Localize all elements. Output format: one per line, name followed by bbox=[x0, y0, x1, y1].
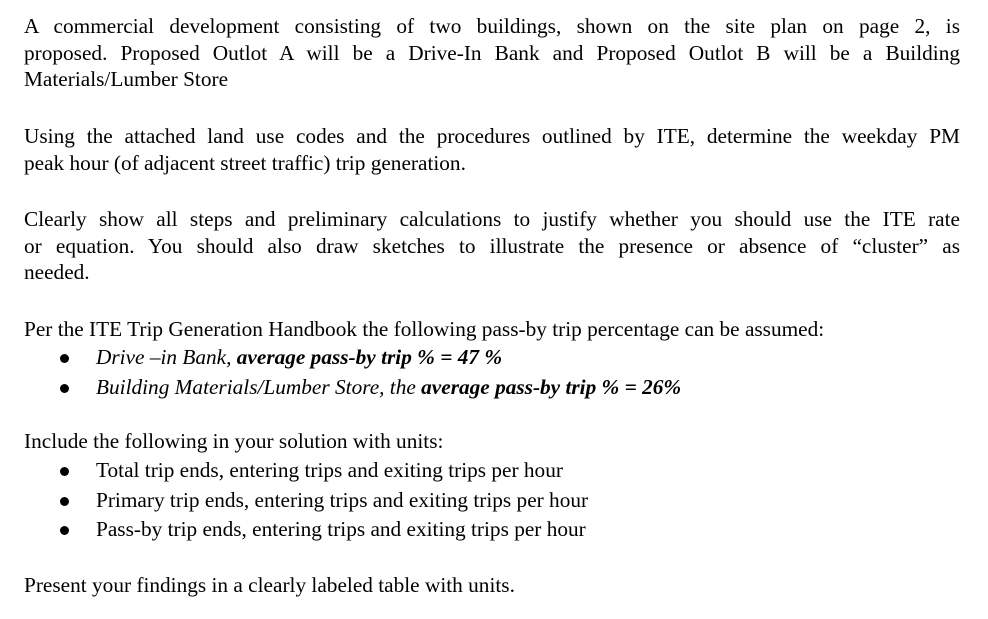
paragraph-passby-intro bbox=[24, 316, 960, 343]
metric-label: average pass-by trip bbox=[236, 345, 412, 369]
bullet-icon bbox=[60, 384, 69, 393]
bullet-icon bbox=[60, 354, 69, 363]
text-line: peak hour (of adjacent street traffic) trip generation. bbox=[24, 150, 466, 175]
list-item-text: Primary trip ends, entering trips and exiting trips per hour bbox=[96, 487, 589, 512]
text-line: A commercial development consisting of two buildings, shown on the site plan on page 2, is bbox=[24, 14, 960, 38]
text-line: Materials/Lumber Store bbox=[24, 67, 229, 91]
list-item bbox=[0, 456, 960, 486]
text-line: proposed. Proposed Outlot A will be a Drive-In Bank and Proposed Outlot B will be a Building bbox=[24, 40, 960, 65]
text-line: Include the following in your solution with units: bbox=[24, 429, 444, 453]
metric-value: % = 47 % bbox=[411, 345, 503, 369]
solution-list bbox=[0, 456, 960, 545]
list-item-text: Pass-by trip ends, entering trips and exiting trips per hour bbox=[96, 517, 586, 541]
text-line: or equation. You should also draw sketches to illustrate the presence or absence of “cluster” as bbox=[24, 233, 960, 258]
paragraph-instructions bbox=[24, 206, 960, 286]
list-item bbox=[0, 515, 960, 545]
land-use-label: Building Materials/Lumber Store, the bbox=[96, 374, 422, 399]
paragraph-site-description bbox=[24, 13, 960, 93]
paragraph-findings bbox=[24, 572, 960, 599]
metric-label: average pass-by trip bbox=[421, 374, 597, 399]
text-line: Clearly show all steps and preliminary calculations to justify whether you should use the ITE rate bbox=[24, 207, 960, 231]
metric-value: % = 26% bbox=[596, 374, 682, 399]
bullet-icon bbox=[60, 497, 69, 506]
text-line: Present your findings in a clearly labeled table with units. bbox=[24, 573, 515, 597]
list-item bbox=[0, 343, 960, 373]
list-item-text: Total trip ends, entering trips and exiting trips per hour bbox=[96, 458, 563, 482]
text-line: needed. bbox=[24, 260, 90, 284]
text-line: Per the ITE Trip Generation Handbook the following pass-by trip percentage can be assumed: bbox=[24, 317, 825, 341]
list-item bbox=[0, 486, 960, 516]
bullet-icon bbox=[60, 467, 69, 476]
passby-list bbox=[0, 343, 960, 402]
bullet-icon bbox=[60, 526, 69, 535]
paragraph-task bbox=[24, 123, 960, 176]
text-line: Using the attached land use codes and the procedures outlined by ITE, determine the weekday PM bbox=[24, 124, 960, 148]
land-use-label: Drive –in Bank, bbox=[96, 345, 237, 369]
list-item bbox=[0, 373, 960, 403]
paragraph-solution-intro bbox=[24, 428, 960, 455]
